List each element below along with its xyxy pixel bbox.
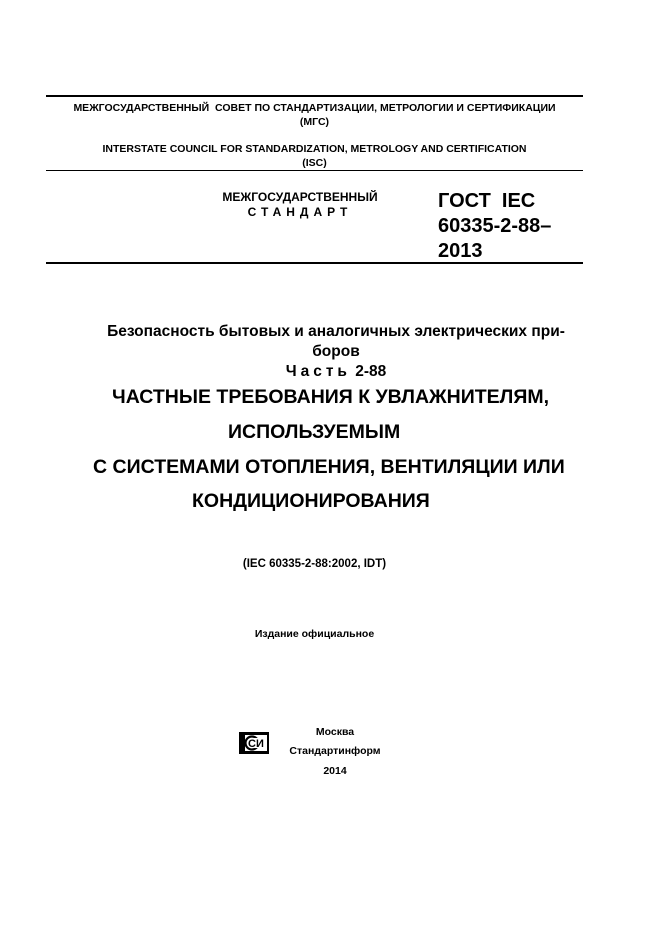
iec-reference: (IEC 60335-2-88:2002, IDT) — [242, 558, 387, 570]
specific-title-line2: ИСПОЛЬЗУЕМЫМ — [228, 421, 401, 443]
standartinform-logo — [239, 732, 269, 759]
top-rule — [46, 95, 583, 97]
designation-line3: 2013 — [438, 240, 483, 262]
council-name-en-line1: INTERSTATE COUNCIL FOR STANDARDIZATION, METROLOGY AND CERTIFICATION — [102, 143, 527, 155]
specific-title-line3: С СИСТЕМАМИ ОТОПЛЕНИЯ, ВЕНТИЛЯЦИИ ИЛИ — [93, 456, 565, 478]
council-abbr-en: (ISC) — [302, 157, 327, 169]
imprint-publisher: Стандартинформ — [289, 745, 381, 757]
logo-text: СИ — [248, 738, 264, 750]
designation-line2: 60335-2-88– — [438, 215, 552, 237]
standard-designation — [438, 189, 588, 264]
specific-title-line1: ЧАСТНЫЕ ТРЕБОВАНИЯ К УВЛАЖНИТЕЛЯМ, — [112, 386, 550, 408]
standard-type-line1: МЕЖГОСУДАРСТВЕННЫЙ — [222, 190, 378, 204]
part-number: 2-88 — [355, 363, 387, 380]
designation-line1: ГОСТ IEC — [438, 190, 536, 212]
council-name-ru — [46, 101, 583, 129]
general-title-line1: Безопасность бытовых и аналогичных электрических при- — [107, 323, 565, 340]
council-rule — [46, 170, 583, 171]
part-word: Часть — [285, 363, 351, 380]
council-abbr-ru: (МГС) — [299, 116, 330, 128]
designation-rule — [46, 262, 583, 264]
general-title — [46, 322, 626, 362]
edition-note: Издание официальное — [254, 628, 375, 640]
general-title-line2: боров — [312, 343, 360, 360]
specific-title-line4: КОНДИЦИОНИРОВАНИЯ — [192, 490, 430, 512]
imprint-year: 2014 — [323, 765, 347, 777]
council-name-ru-line1: МЕЖГОСУДАРСТВЕННЫЙ СОВЕТ ПО СТАНДАРТИЗАЦИИ, МЕТРОЛОГИИ И СЕРТИФИКАЦИИ — [73, 102, 556, 114]
standard-type-line2: СТАНДАРТ — [247, 205, 353, 219]
logo-mark-icon — [239, 732, 269, 754]
imprint-city: Москва — [315, 726, 355, 738]
council-name-en — [46, 142, 583, 170]
standard-type — [200, 190, 400, 220]
part-label — [46, 362, 626, 382]
